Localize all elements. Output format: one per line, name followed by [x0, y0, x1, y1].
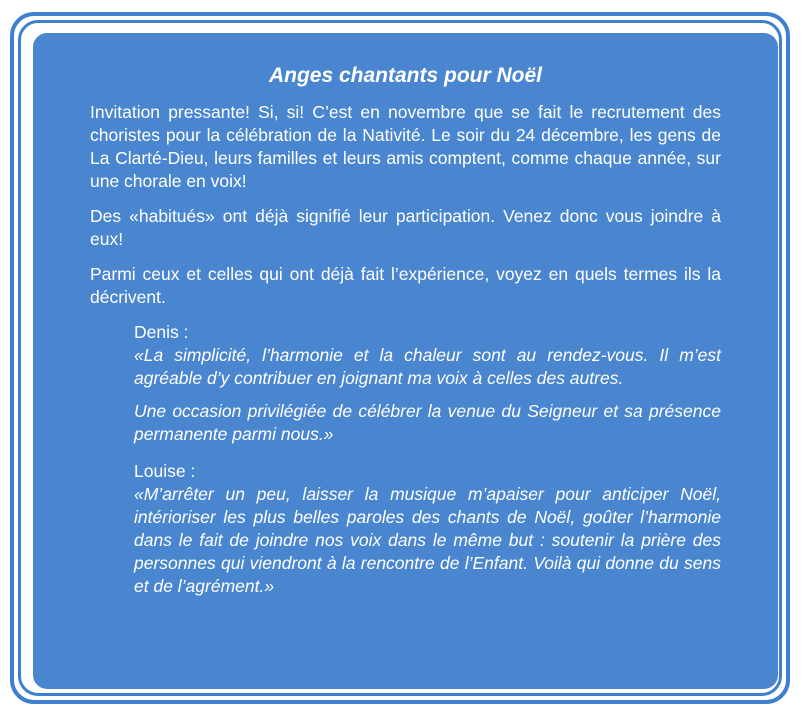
- testimonial-name: Denis :: [134, 322, 189, 342]
- regulars-paragraph: Des «habitués» ont déjà signifié leur participation. Venez donc vous joindre à eux!: [90, 206, 721, 249]
- testimonial-denis: [134, 321, 721, 446]
- intro-paragraph: Invitation pressante! Si, si! C’est en novembre que se fait le recrutement des choristes pour la célébration de la Nativité. Le soir du 24 décembre, les gens de La Clarté-Dieu, leurs familles et leurs amis comptent, comme chaque année, sur une chorale en voix!: [90, 102, 721, 191]
- testimonial-louise: [134, 460, 721, 598]
- page-title: Anges chantants pour Noël: [268, 64, 543, 87]
- content-panel: [33, 33, 778, 689]
- testimonial-quote: «La simplicité, l’harmonie et la chaleur sont au rendez-vous. Il m’est agréable d’y contribuer en joignant ma voix à celles des autres.: [134, 345, 721, 388]
- testimonial-quote: Une occasion privilégiée de célébrer la venue du Seigneur et sa présence permanente parmi nous.»: [134, 401, 721, 444]
- experience-paragraph: Parmi ceux et celles qui ont déjà fait l’expérience, voyez en quels termes ils la décrivent.: [90, 264, 721, 307]
- testimonial-quote: «M’arrêter un peu, laisser la musique m’apaiser pour anticiper Noël, intérioriser les plus belles paroles des chants de Noël, goûter l’harmonie dans le fait de joindre nos voix dans le même but : soutenir la prière des personnes qui viendront à la rencontre de l’Enfant. Voilà qui donne du sens et de l’agrément.»: [134, 484, 721, 596]
- testimonial-name: Louise :: [134, 461, 196, 481]
